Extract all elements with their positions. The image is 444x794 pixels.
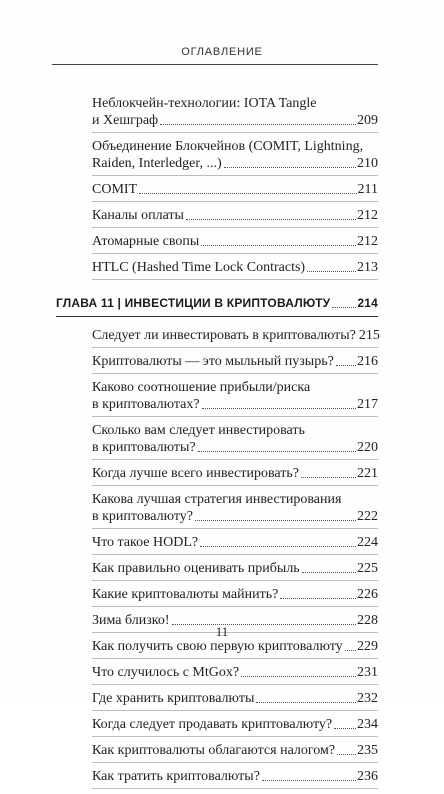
entry-rule xyxy=(92,201,378,202)
toc-entry-page: 210 xyxy=(357,156,378,171)
toc-entry-page: 212 xyxy=(357,208,378,223)
toc-entry-title: Какие криптовалюты майнить? xyxy=(92,587,279,602)
toc-entry-line xyxy=(92,155,378,172)
entry-rule xyxy=(92,347,378,348)
dot-leader xyxy=(302,571,356,573)
dot-leader xyxy=(241,675,356,677)
chapter-heading-row xyxy=(56,295,378,312)
toc-entry[interactable] xyxy=(56,379,378,417)
toc-entry-title: Когда лучше всего инвестировать? xyxy=(92,466,299,481)
toc-entry-page: 217 xyxy=(357,397,378,412)
toc-entry-line xyxy=(92,259,378,276)
toc-entry-title: Raiden, Interledger, ...) xyxy=(92,156,222,171)
dot-leader xyxy=(195,519,356,521)
toc-entry[interactable] xyxy=(56,465,378,486)
toc-entry-page: 232 xyxy=(357,691,378,706)
toc-entry-page: 222 xyxy=(357,509,378,524)
toc-entry-line xyxy=(92,181,378,198)
toc-entry-page: 228 xyxy=(357,613,378,628)
toc-entry-line xyxy=(92,768,378,785)
toc-entry-title: Неблокчейн-технологии: IOTA Tangle xyxy=(92,96,317,111)
toc-entry-page: 231 xyxy=(357,665,378,680)
toc-entry-page: 226 xyxy=(357,587,378,602)
entry-rule xyxy=(92,606,378,607)
chapter-rule xyxy=(56,316,378,317)
toc-entry[interactable] xyxy=(56,422,378,460)
dot-leader xyxy=(186,218,356,220)
entry-rule xyxy=(92,554,378,555)
chapter-heading[interactable] xyxy=(56,295,378,317)
entry-spacer xyxy=(56,280,378,285)
toc-entry-title: Сколько вам следует инвестировать xyxy=(92,423,305,438)
dot-leader xyxy=(262,779,356,781)
toc-entry[interactable] xyxy=(56,233,378,254)
entry-rule xyxy=(92,373,378,374)
toc-entry-title: Когда следует продавать криптовалюту? xyxy=(92,717,333,732)
entry-spacer xyxy=(56,789,378,794)
toc-entry-page: 215 xyxy=(358,328,380,343)
toc-entry-page: 236 xyxy=(357,769,378,784)
toc-entry-line xyxy=(92,379,378,396)
entry-rule xyxy=(92,528,378,529)
dot-leader xyxy=(198,450,356,452)
toc-entry-page: 209 xyxy=(357,113,378,128)
toc-entry[interactable] xyxy=(56,259,378,280)
toc-entry-line xyxy=(92,716,378,733)
table-of-contents xyxy=(56,95,378,794)
toc-entry-line xyxy=(92,439,378,456)
toc-entry-line xyxy=(92,491,378,508)
toc-entry-title: Как криптовалюты облагаются налогом? xyxy=(92,743,336,758)
running-head: ОГЛАВЛЕНИЕ xyxy=(181,46,263,58)
toc-entry-line xyxy=(92,664,378,681)
toc-entry[interactable] xyxy=(56,690,378,711)
entry-rule xyxy=(92,788,378,789)
toc-entry-line xyxy=(92,690,378,707)
entry-rule xyxy=(92,710,378,711)
dot-leader xyxy=(256,701,356,703)
dot-leader xyxy=(307,270,356,272)
toc-entry[interactable] xyxy=(56,534,378,555)
toc-entry[interactable] xyxy=(56,138,378,176)
dot-leader xyxy=(332,306,356,308)
dot-leader xyxy=(337,753,356,755)
toc-entry-page: 235 xyxy=(357,743,378,758)
entry-rule xyxy=(92,279,378,280)
toc-entry-title: Криптовалюты — это мыльный пузырь? xyxy=(92,354,334,369)
toc-entry-title: Что случилось с MtGox? xyxy=(92,665,240,680)
dot-leader xyxy=(301,476,356,478)
dot-leader xyxy=(224,166,356,168)
toc-entry-line xyxy=(92,508,378,525)
chapter-title: ГЛАВА 11 | ИНВЕСТИЦИИ В КРИПТОВАЛЮТУ xyxy=(56,296,331,310)
toc-entry-line xyxy=(92,353,378,370)
toc-entry-line xyxy=(92,95,378,112)
toc-entry-page: 213 xyxy=(357,260,378,275)
toc-entry-title: Как тратить криптовалюты? xyxy=(92,769,260,784)
chapter-page: 214 xyxy=(357,296,378,310)
page-number: 11 xyxy=(215,624,229,639)
toc-entry-title: и Хешграф xyxy=(92,113,159,128)
dot-leader xyxy=(139,192,356,194)
entry-rule xyxy=(92,459,378,460)
toc-entry-title: в криптовалюты? xyxy=(92,440,196,455)
toc-entry-line xyxy=(92,396,378,413)
entry-rule xyxy=(92,762,378,763)
toc-entry-page: 225 xyxy=(357,561,378,576)
toc-entry-title: Что такое HODL? xyxy=(92,535,199,550)
toc-entry[interactable] xyxy=(56,327,378,348)
entry-rule xyxy=(92,658,378,659)
dot-leader xyxy=(200,545,356,547)
toc-entry-line xyxy=(92,560,378,577)
toc-section-pre-chapter xyxy=(56,95,378,285)
entry-rule xyxy=(92,416,378,417)
entry-rule xyxy=(92,132,378,133)
entry-rule xyxy=(92,227,378,228)
entry-rule xyxy=(92,736,378,737)
toc-section-chapter-entries xyxy=(56,327,378,794)
dot-leader xyxy=(345,649,356,651)
toc-entry-title: COMIT xyxy=(92,182,138,197)
toc-entry-title: Объединение Блокчейнов (COMIT, Lightning, xyxy=(92,139,364,154)
toc-entry[interactable] xyxy=(56,638,378,659)
toc-entry-title: Следует ли инвестировать в криптовалюты? xyxy=(92,328,356,343)
toc-entry-line xyxy=(92,138,378,155)
toc-entry-page: 216 xyxy=(357,354,378,369)
toc-entry-title: Атомарные свопы xyxy=(92,234,200,249)
entry-rule xyxy=(92,175,378,176)
toc-entry-title: Где хранить криптовалюты xyxy=(92,691,255,706)
toc-entry-line xyxy=(92,534,378,551)
toc-entry-page: 221 xyxy=(357,466,378,481)
dot-leader xyxy=(280,597,356,599)
dot-leader xyxy=(202,407,356,409)
toc-entry-line xyxy=(92,233,378,250)
entry-rule xyxy=(92,253,378,254)
toc-entry-title: в криптовалюту? xyxy=(92,509,194,524)
toc-entry[interactable] xyxy=(56,742,378,763)
toc-entry[interactable] xyxy=(56,95,378,133)
dot-leader xyxy=(334,727,356,729)
dot-leader xyxy=(201,244,356,246)
toc-entry[interactable] xyxy=(56,491,378,529)
toc-entry-page: 229 xyxy=(357,639,378,654)
toc-entry-line xyxy=(92,422,378,439)
toc-entry-title: Как правильно оценивать прибыль xyxy=(92,561,300,576)
toc-entry-page: 220 xyxy=(357,440,378,455)
entry-rule xyxy=(92,580,378,581)
toc-entry-title: Как получить свою первую криптовалюту xyxy=(92,639,343,654)
entry-rule xyxy=(92,684,378,685)
toc-entry-line xyxy=(92,742,378,759)
toc-entry-page: 224 xyxy=(357,535,378,550)
toc-entry-title: Каналы оплаты xyxy=(92,208,184,223)
toc-entry[interactable] xyxy=(56,353,378,374)
toc-entry-line xyxy=(92,465,378,482)
toc-entry-line xyxy=(92,112,378,129)
toc-entry[interactable] xyxy=(56,586,378,607)
dot-leader xyxy=(336,364,356,366)
toc-entry-title: Какова лучшая стратегия инвестирования xyxy=(92,492,342,507)
toc-entry-title: HTLC (Hashed Time Lock Contracts) xyxy=(92,260,306,275)
toc-entry-line xyxy=(92,638,378,655)
toc-entry-title: в криптовалютах? xyxy=(92,397,200,412)
toc-entry-page: 211 xyxy=(357,182,378,197)
entry-rule xyxy=(92,485,378,486)
toc-entry[interactable] xyxy=(56,716,378,737)
toc-entry-page: 234 xyxy=(357,717,378,732)
toc-entry-page: 212 xyxy=(357,234,378,249)
toc-entry-line xyxy=(92,327,378,344)
toc-entry[interactable] xyxy=(56,664,378,685)
header-rule xyxy=(52,64,378,65)
toc-entry-line xyxy=(92,586,378,603)
toc-entry[interactable] xyxy=(56,181,378,202)
toc-entry[interactable] xyxy=(56,768,378,789)
toc-entry[interactable] xyxy=(56,207,378,228)
toc-entry-line xyxy=(92,207,378,224)
toc-entry[interactable] xyxy=(56,560,378,581)
toc-entry-title: Каково соотношение прибыли/риска xyxy=(92,380,311,395)
toc-entry-title: Зима близко! xyxy=(92,613,170,628)
dot-leader xyxy=(160,123,356,125)
